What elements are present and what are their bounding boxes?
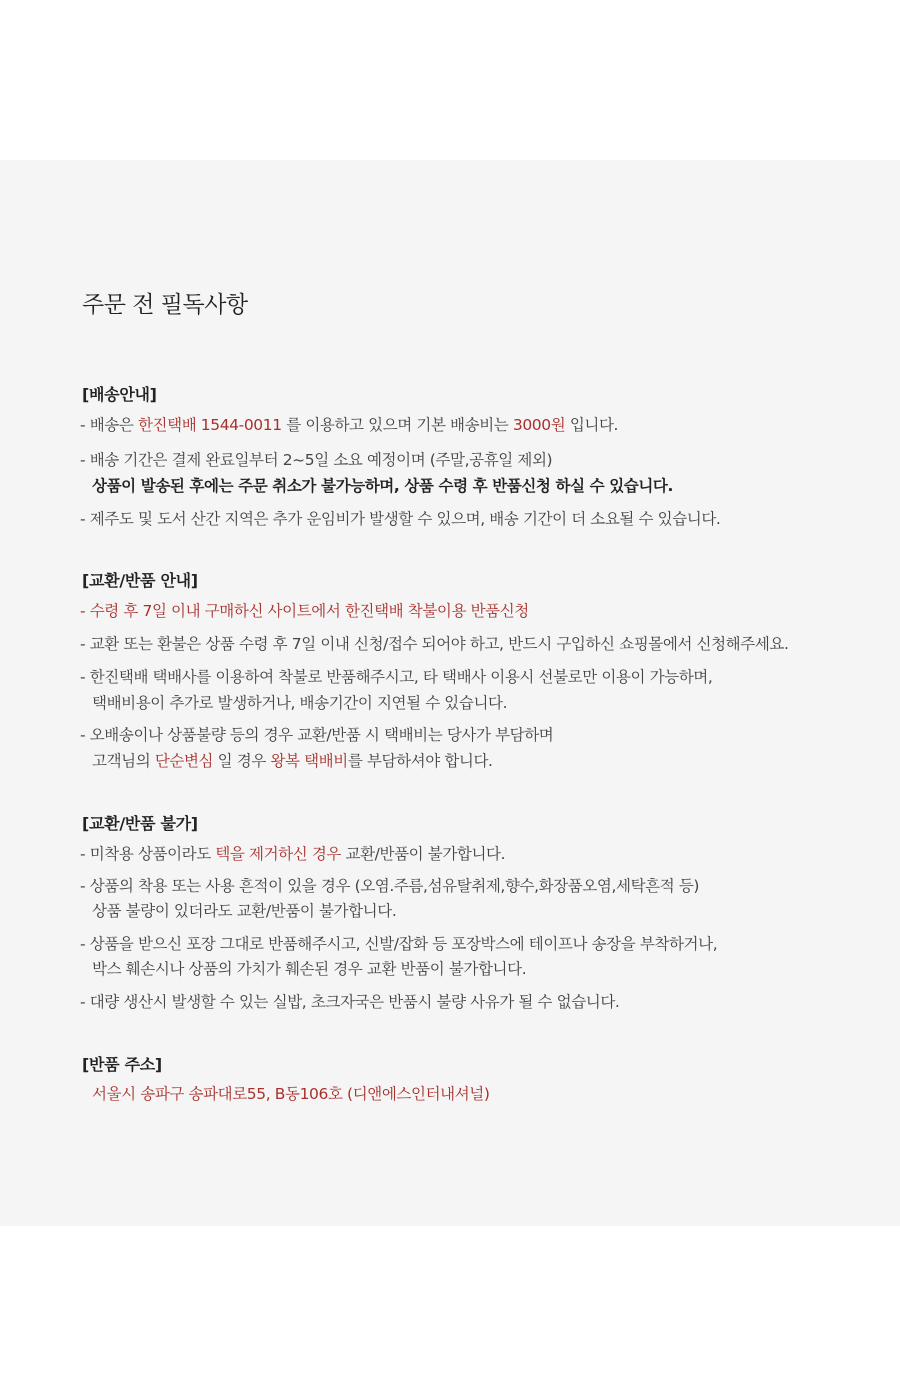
noexchange-line-5: 박스 훼손시나 상품의 가치가 훼손된 경우 교환 반품이 불가합니다. (92, 960, 527, 978)
noexchange-line-2: - 상품의 착용 또는 사용 흔적이 있을 경우 (오염.주름,섬유탈취제,향수,화장품오염,세탁흔적 등) (80, 877, 700, 895)
text: - 배송은 (80, 416, 138, 434)
noexchange-heading: [교환/반품 불가] (82, 814, 198, 833)
text: 일 경우 (213, 752, 271, 770)
address-heading: [반품 주소] (82, 1055, 162, 1074)
noexchange-line-6: - 대량 생산시 발생할 수 있는 실밥, 초크자국은 반품시 불량 사유가 될 수 없습니다. (80, 993, 620, 1011)
text: - 미착용 상품이라도 (80, 845, 216, 863)
noexchange-line-4: - 상품을 받으신 포장 그대로 반품해주시고, 신발/잡화 등 포장박스에 테이프나 송장을 부착하거나, (80, 935, 718, 953)
shipping-fee: 3000원 (512, 416, 566, 434)
noexchange-line-3: 상품 불량이 있더라도 교환/반품이 불가합니다. (92, 902, 397, 920)
tag-removed: 텍을 제거하신 경우 (215, 845, 341, 863)
exchange-line-1: - 수령 후 7일 이내 구매하신 사이트에서 한진택배 착불이용 반품신청 (80, 602, 529, 620)
shipping-line-1 (80, 415, 618, 435)
text: 입니다. (565, 416, 619, 434)
text: 고객님의 (92, 752, 155, 770)
return-address: 서울시 송파구 송파대로55, B동106호 (디앤에스인터내셔널) (92, 1085, 490, 1103)
exchange-line-5: - 오배송이나 상품불량 등의 경우 교환/반품 시 택배비는 당사가 부담하며 (80, 726, 554, 744)
carrier-info: 한진택배 1544-0011 (137, 416, 282, 434)
noexchange-line-1 (80, 844, 505, 864)
round-trip-fee: 왕복 택배비 (270, 752, 348, 770)
shipping-heading: [배송안내] (82, 385, 157, 404)
exchange-line-3: - 한진택배 택배사를 이용하여 착불로 반품해주시고, 타 택배사 이용시 선불로만 이용이 가능하며, (80, 668, 713, 686)
shipping-line-2: - 배송 기간은 결제 완료일부터 2~5일 소요 예정이며 (주말,공휴일 제외) (80, 451, 553, 469)
page-title: 주문 전 필독사항 (82, 292, 248, 318)
exchange-heading: [교환/반품 안내] (82, 571, 198, 590)
simple-change-of-mind: 단순변심 (154, 752, 214, 770)
exchange-line-4: 택배비용이 추가로 발생하거나, 배송기간이 지연될 수 있습니다. (92, 694, 508, 712)
shipping-line-3: 상품이 발송된 후에는 주문 취소가 불가능하며, 상품 수령 후 반품신청 하실 수 있습니다. (92, 477, 673, 495)
text: 교환/반품이 불가합니다. (341, 845, 506, 863)
exchange-line-6 (92, 751, 493, 771)
text: 를 이용하고 있으며 기본 배송비는 (281, 416, 513, 434)
shipping-line-4: - 제주도 및 도서 산간 지역은 추가 운임비가 발생할 수 있으며, 배송 기간이 더 소요될 수 있습니다. (80, 510, 721, 528)
text: 를 부담하셔야 합니다. (347, 752, 493, 770)
exchange-line-2: - 교환 또는 환불은 상품 수령 후 7일 이내 신청/접수 되어야 하고, 반드시 구입하신 쇼핑몰에서 신청해주세요. (80, 635, 789, 653)
